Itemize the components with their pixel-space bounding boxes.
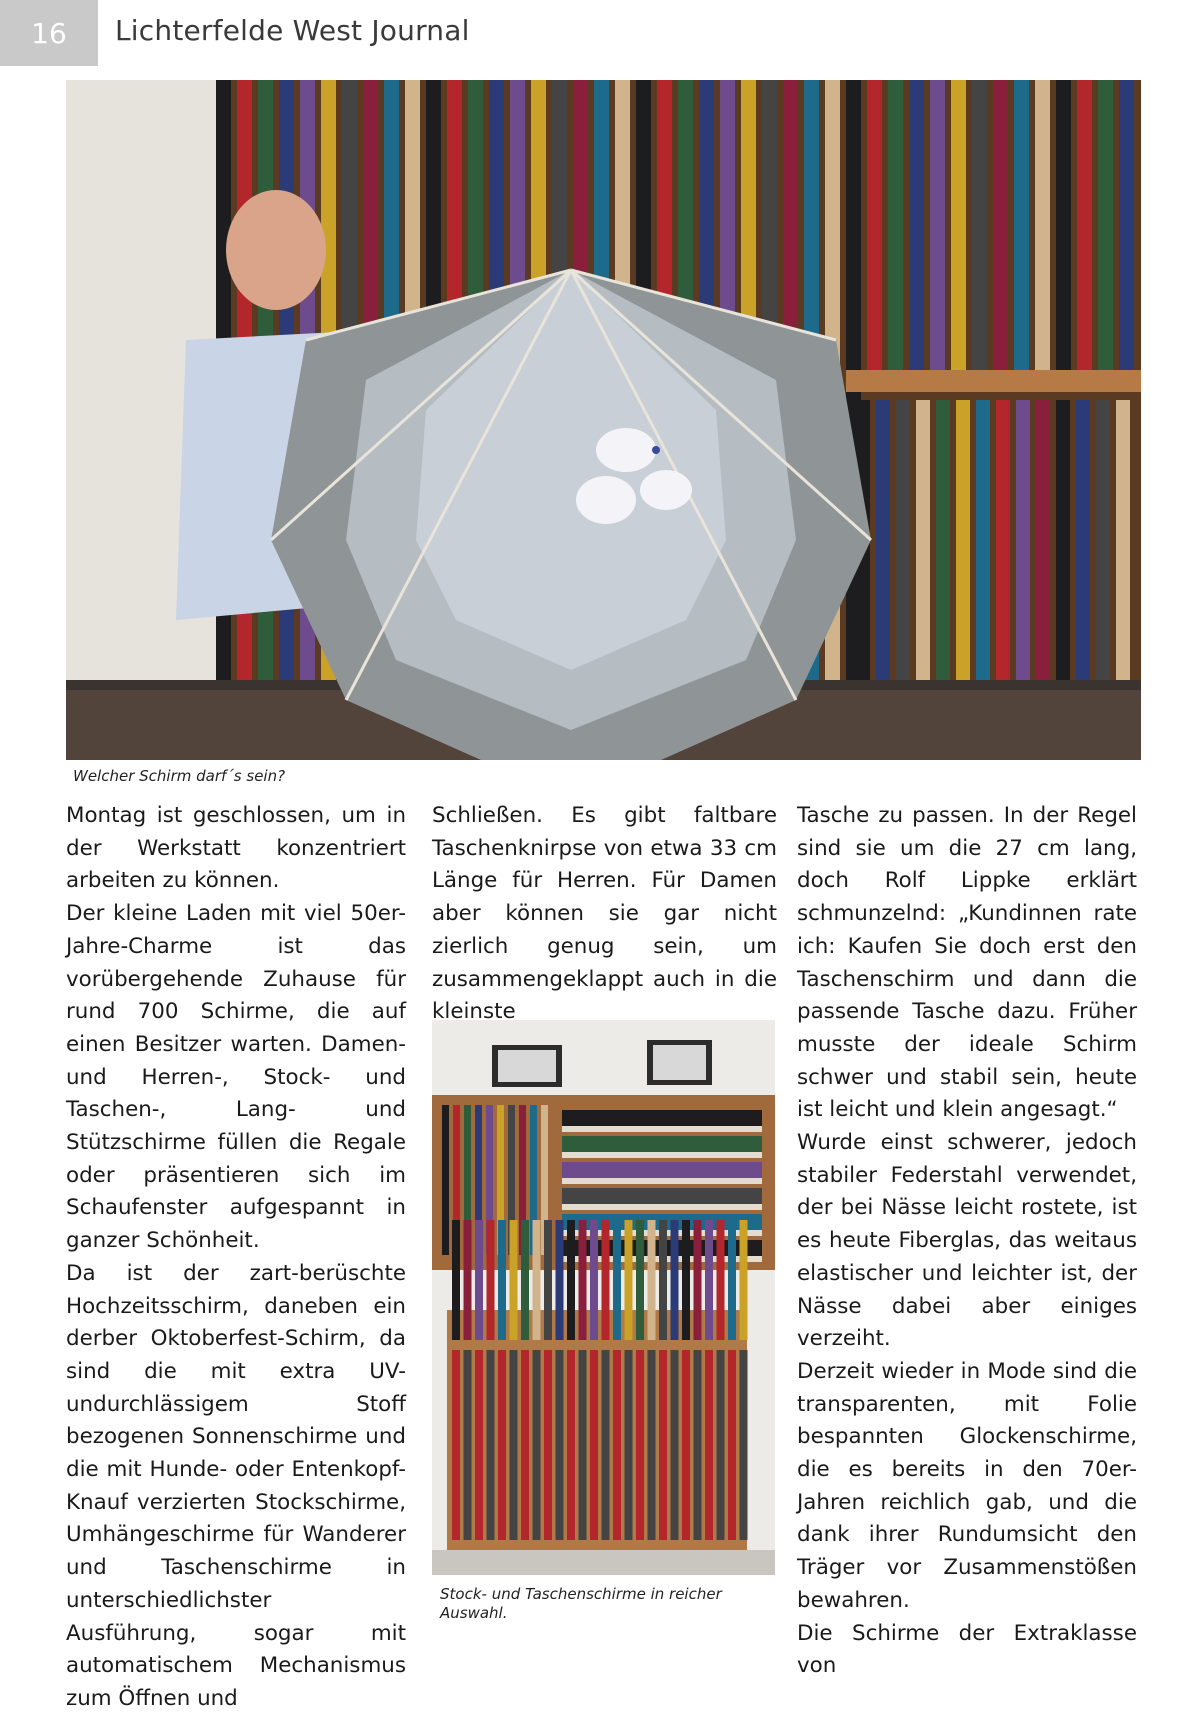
paragraph: Montag ist geschlossen, um in der Werkstatt konzentriert arbeiten zu können. — [66, 803, 406, 894]
article-column-2 — [432, 800, 777, 1029]
paragraph: Der kleine Laden mit viel 50er-Jahre-Charme ist das vorübergehende Zuhause für rund 700 Schirme, die auf einen Besitzer warten. Damen- und Herren-, Stock- und Taschen-, Lang- und Stützschirme füllen die Regale oder präsentieren sich im Schaufenster aufgespannt in ganzer Schönheit. — [66, 901, 406, 1254]
page-number: 16 — [0, 0, 98, 66]
paragraph: Schließen. Es gibt faltbare Taschenknirpse von etwa 33 cm Länge für Herren. Für Damen aber können sie gar nicht zierlich genug sein, um zusammengeklappt auch in die kleinste — [432, 803, 777, 1025]
article-column-3 — [797, 800, 1137, 1683]
article-column-1 — [66, 800, 406, 1716]
paragraph: Tasche zu passen. In der Regel sind sie um die 27 cm lang, doch Rolf Lippke erklärt schmunzelnd: „Kundinnen rate ich: Kaufen Sie doch erst den Taschenschirm und dann die passende Tasche dazu. Früher musste der ideale Schirm schwer und stabil sein, heute ist leicht und klein angesagt.“ — [797, 803, 1137, 1123]
shop-shelf-photo — [432, 1020, 775, 1575]
paragraph: Die Schirme der Extraklasse von — [797, 1620, 1137, 1679]
journal-title: Lichterfelde West Journal — [115, 14, 470, 47]
main-photo-caption: Welcher Schirm darf´s sein? — [73, 767, 286, 785]
paragraph: Wurde einst schwerer, jedoch stabiler Federstahl verwendet, der bei Nässe leicht rostete, ist es heute Fiberglas, das weitaus elastischer und leichter ist, der Nässe dabei aber einiges verzeiht. — [797, 1130, 1137, 1352]
paragraph: Da ist der zart-berüschte Hochzeitsschirm, daneben ein derber Oktoberfest-Schirm, da sind die mit extra UV-undurchlässigem Stoff bezogenen Sonnenschirme und die mit Hunde- oder Entenkopf-Knauf verzierten Stockschirme, Umhängeschirme für Wanderer und Taschenschirme in unterschiedlichster Ausführung, sogar mit automatischem Mechanismus zum Öffnen und — [66, 1260, 406, 1711]
main-photo-umbrella-shop — [66, 80, 1141, 760]
paragraph: Derzeit wieder in Mode sind die transparenten, mit Folie bespannten Glockenschirme, die es bereits in den 70er-Jahren reichlich gab, und die dank ihrer Rundumsicht den Träger vor Zusammenstößen bewahren. — [797, 1358, 1137, 1613]
shop-photo-caption: Stock- und Taschenschirme in reicher Auswahl. — [440, 1585, 722, 1622]
